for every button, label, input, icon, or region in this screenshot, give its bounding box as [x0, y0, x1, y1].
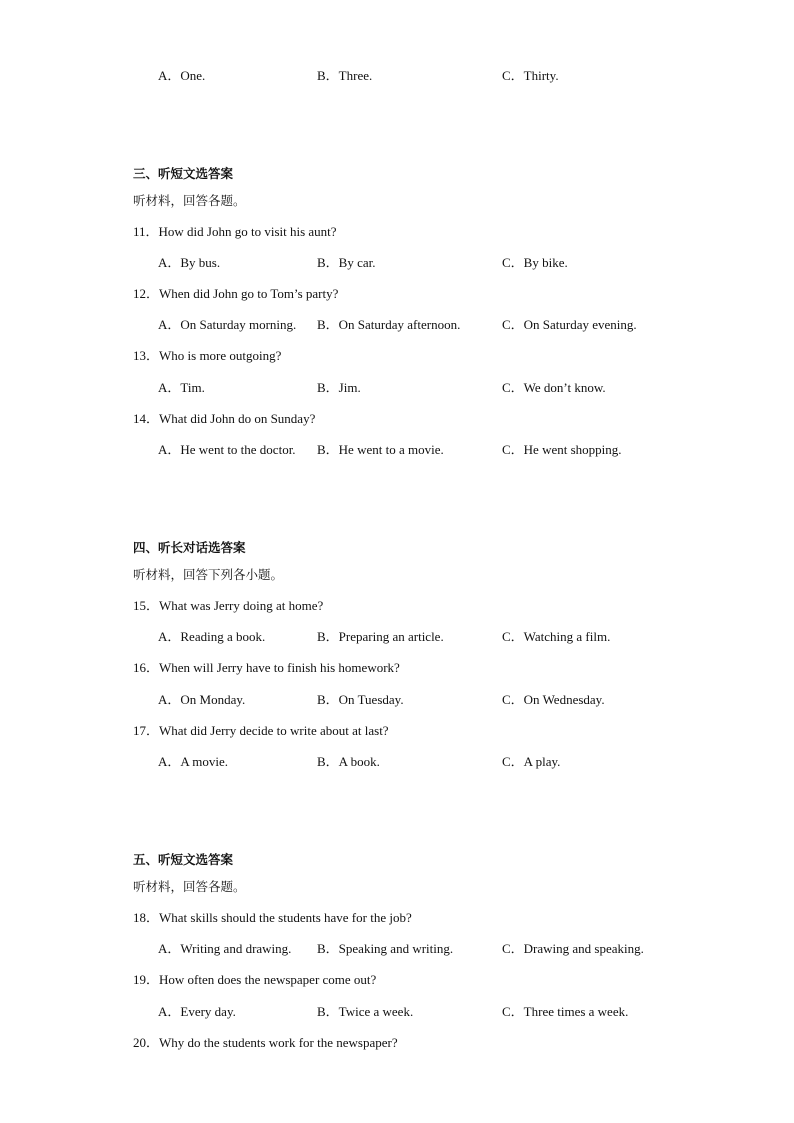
question-16: 16．When will Jerry have to finish his homework?: [133, 660, 400, 675]
q17-option-b: B．A book.: [317, 754, 380, 769]
q19-option-a: A．Every day.: [158, 1004, 236, 1019]
q10-option-a: A．One.: [158, 68, 206, 83]
q14-option-c: C．He went shopping.: [502, 442, 622, 457]
q11-option-c: C．By bike.: [502, 255, 568, 270]
q16-option-a: A．On Monday.: [158, 692, 246, 707]
q16-option-b: B．On Tuesday.: [317, 692, 404, 707]
q12-option-b: B．On Saturday afternoon.: [317, 317, 461, 332]
q13-option-b: B．Jim.: [317, 380, 361, 395]
q14-option-b: B．He went to a movie.: [317, 442, 444, 457]
question-17: 17．What did Jerry decide to write about at last?: [133, 723, 389, 738]
q15-option-a: A．Reading a book.: [158, 629, 266, 644]
question-12: 12．When did John go to Tom’s party?: [133, 286, 339, 301]
q18-option-b: B．Speaking and writing.: [317, 941, 454, 956]
q18-option-a: A．Writing and drawing.: [158, 941, 292, 956]
question-13: 13．Who is more outgoing?: [133, 348, 282, 363]
q17-option-a: A．A movie.: [158, 754, 229, 769]
section4-title: 四、听长对话选答案: [133, 540, 246, 555]
q13-option-c: C．We don’t know.: [502, 380, 606, 395]
section3-title: 三、听短文选答案: [133, 166, 234, 181]
question-15: 15．What was Jerry doing at home?: [133, 598, 324, 613]
q12-option-c: C．On Saturday evening.: [502, 317, 637, 332]
q12-option-a: A．On Saturday morning.: [158, 317, 297, 332]
section5-title: 五、听短文选答案: [133, 852, 234, 867]
section3-instruction: 听材料，回答各题。: [133, 193, 246, 208]
question-19: 19．How often does the newspaper come out?: [133, 972, 377, 987]
question-14: 14．What did John do on Sunday?: [133, 411, 316, 426]
q14-option-a: A．He went to the doctor.: [158, 442, 296, 457]
question-20: 20．Why do the students work for the newspaper?: [133, 1035, 398, 1050]
question-11: 11．How did John go to visit his aunt?: [133, 224, 337, 239]
q17-option-c: C．A play.: [502, 754, 561, 769]
q15-option-c: C．Watching a film.: [502, 629, 611, 644]
section4-instruction: 听材料，回答下列各小题。: [133, 567, 284, 582]
q16-option-c: C．On Wednesday.: [502, 692, 605, 707]
section5-instruction: 听材料，回答各题。: [133, 879, 246, 894]
q18-option-c: C．Drawing and speaking.: [502, 941, 644, 956]
q15-option-b: B．Preparing an article.: [317, 629, 444, 644]
q13-option-a: A．Tim.: [158, 380, 205, 395]
q11-option-b: B．By car.: [317, 255, 376, 270]
question-18: 18．What skills should the students have for the job?: [133, 910, 412, 925]
q19-option-b: B．Twice a week.: [317, 1004, 414, 1019]
q10-option-c: C．Thirty.: [502, 68, 559, 83]
q10-option-b: B．Three.: [317, 68, 373, 83]
q11-option-a: A．By bus.: [158, 255, 221, 270]
q19-option-c: C．Three times a week.: [502, 1004, 629, 1019]
